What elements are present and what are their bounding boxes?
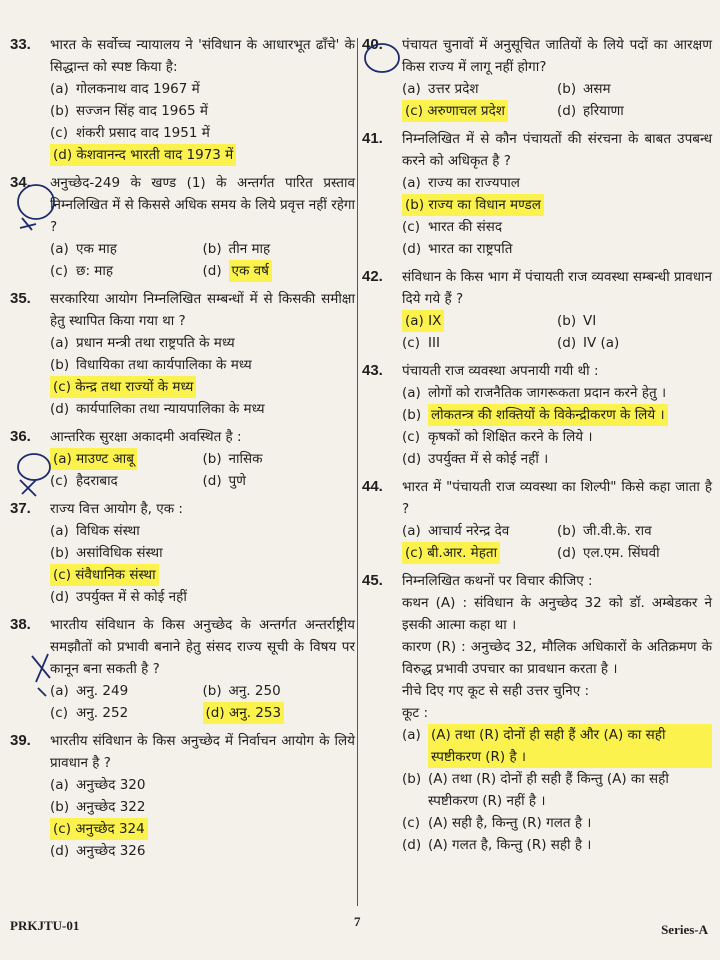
question-number: 33. [10,36,31,53]
option-a: (a) विधिक संस्था [50,523,140,539]
option-a: (a) आचार्य नरेन्द्र देव [402,523,510,539]
assertion: कथन (A) : संविधान के अनुच्छेद 32 को डॉ. अम्बेडकर ने इसकी आत्मा कहा था । [402,595,712,633]
question-text: पंचायती राज व्यवस्था अपनायी गयी थी : [402,363,599,379]
answer-highlight: (c) अनुच्छेद 324 [50,818,148,840]
instruction: नीचे दिए गए कूट से सही उत्तर चुनिए : [402,683,590,699]
option-a: (a) राज्य का राज्यपाल [402,175,520,191]
option-b: (b) असम [557,81,611,97]
question-number: 43. [362,362,383,379]
option-c [402,100,557,122]
question-number: 44. [362,478,383,495]
question-number: 36. [10,428,31,445]
code-label: कूट : [402,705,429,721]
option-c: (c) (A) सही है, किन्तु (R) गलत है । [402,815,592,831]
question-text: सरकारिया आयोग निम्नलिखित सम्बन्धों में से किसकी समीक्षा हेतु स्थापित किया गया था ? [50,291,355,329]
option-a: (a) गोलकनाथ वाद 1967 में [50,81,200,97]
option-d: (d) IV (a) [557,335,620,351]
question-33 [10,34,355,166]
option-d: (d) एक वर्ष [203,260,356,282]
option-b: (b) विधायिका तथा कार्यपालिका के मध्य [50,357,252,373]
option-d: (d) अनुच्छेद 326 [50,843,146,859]
question-text: भारत के सर्वोच्च न्यायालय ने 'संविधान के आधारभूत ढाँचे' के सिद्धान्त को स्पष्ट किया है: [50,37,355,75]
option-c [50,564,355,586]
paper-code: PRKJTU-01 [10,918,80,933]
option-d: (d) पुणे [202,473,246,489]
question-41 [362,128,712,260]
option-d: (d) उपर्युक्त में से कोई नहीं । [402,451,549,467]
answer-highlight: लोकतन्त्र की शक्तियों के विकेन्द्रीकरण के लिये । [428,404,668,426]
answer-highlight: (A) तथा (R) दोनों ही सही हैं और (A) का सही स्पष्टीकरण (R) है । [428,724,712,768]
question-number: 35. [10,290,31,307]
assertion-label: कथन (A) : [402,595,467,611]
option-c: (c) छ: माह [50,263,114,279]
question-number: 39. [10,732,31,749]
option-c: (c) अनु. 252 [50,705,129,721]
question-text: भारतीय संविधान के किस अनुच्छेद में निर्वाचन आयोग के लिये प्रावधान है ? [50,733,355,771]
question-text: भारतीय संविधान के किस अनुच्छेद के अन्तर्गत अन्तर्राष्ट्रीय समझौतों को प्रभावी बनाने हेतु संसद राज्य सूची के विषय पर कानून बना सकती है ? [50,617,355,677]
option-b: (b) VI [557,313,597,329]
question-number: 37. [10,500,31,517]
answer-highlight: (c) संवैधानिक संस्था [50,564,159,586]
option-a: (a) प्रधान मन्त्री तथा राष्ट्रपति के मध्य [50,335,235,351]
option-a [50,448,203,470]
question-34 [10,172,355,282]
option-c [50,376,355,398]
option-b: (b) (A) तथा (R) दोनों ही सही हैं किन्तु (A) का सही स्पष्टीकरण (R) नहीं है । [402,771,669,809]
option-c: (c) कृषकों को शिक्षित करने के लिये । [402,429,593,445]
question-38 [10,614,355,724]
answer-highlight: (d) केशवानन्द भारती वाद 1973 में [50,144,236,166]
question-45 [362,570,712,856]
page-number: 7 [354,914,361,929]
answer-highlight: (c) केन्द्र तथा राज्यों के मध्य [50,376,196,398]
question-text: राज्य वित्त आयोग है, एक : [50,501,183,517]
question-42 [362,266,712,354]
answer-highlight: (a) IX [402,310,444,332]
question-text: निम्नलिखित कथनों पर विचार कीजिए : [402,573,593,589]
question-number: 34. [10,174,31,191]
option-b: (b) असांविधिक संस्था [50,545,163,561]
question-39 [10,730,355,862]
reason: कारण (R) : अनुच्छेद 32, मौलिक अधिकारों के अतिक्रमण के विरुद्ध प्रभावी उपचार का प्रावधान करता है । [402,639,712,677]
question-number: 42. [362,268,383,285]
option-a: (a) लोगों को राजनैतिक जागरूकता प्रदान करने हेतु । [402,385,667,401]
option-d: (d) भारत का राष्ट्रपति [402,241,513,257]
option-a [402,310,557,332]
question-43 [362,360,712,470]
option-d: (d) (A) गलत है, किन्तु (R) सही है । [402,837,592,853]
question-text: अनुच्छेद-249 के खण्ड (1) के अन्तर्गत पारित प्रस्ताव निम्नलिखित में से किससे अधिक समय के लिये प्रवृत्त नहीं रहेगा ? [50,175,355,235]
left-column [10,34,355,868]
option-a: (a) अनुच्छेद 320 [50,777,146,793]
question-text: संविधान के किस भाग में पंचायती राज व्यवस्था सम्बन्धी प्रावधान दिये गये हैं ? [402,269,712,307]
question-number: 41. [362,130,383,147]
option-b: (b) तीन माह [202,241,271,257]
option-a: (a) उत्तर प्रदेश [402,81,479,97]
option-d: (d) कार्यपालिका तथा न्यायपालिका के मध्य [50,401,265,417]
question-text: आन्तरिक सुरक्षा अकादमी अवस्थित है : [50,429,242,445]
option-b: (b) नासिक [202,451,263,467]
question-37 [10,498,355,608]
option-b [402,194,712,216]
answer-highlight: (b) राज्य का विधान मण्डल [402,194,544,216]
question-number: 45. [362,572,383,589]
question-text: भारत में "पंचायती राज व्यवस्था का शिल्पी" किसे कहा जाता है ? [402,479,712,517]
option-c [50,818,355,840]
option-d [50,144,355,166]
option-c: (c) हैदराबाद [50,473,118,489]
question-text: निम्नलिखित में से कौन पंचायतों की संरचना के बाबत उपबन्ध करने को अधिकृत है ? [402,131,712,169]
answer-highlight: (c) अरुणाचल प्रदेश [402,100,508,122]
option-b: (b) सज्जन सिंह वाद 1965 में [50,103,208,119]
question-text: पंचायत चुनावों में अनुसूचित जातियों के लिये पदों का आरक्षण किस राज्य में लागू नहीं होगा? [402,37,712,75]
option-a: (a) अनु. 249 [50,683,129,699]
option-b: (b) अनुच्छेद 322 [50,799,146,815]
question-40 [362,34,712,122]
answer-highlight: (d) अनु. 253 [203,702,285,724]
column-divider [357,38,358,906]
option-a: (a) एक माह [50,241,117,257]
option-b: (b) अनु. 250 [202,683,281,699]
option-c: (c) शंकरी प्रसाद वाद 1951 में [50,125,210,141]
question-44 [362,476,712,564]
answer-highlight: (c) बी.आर. मेहता [402,542,500,564]
option-b: (b) जी.वी.के. राव [557,523,652,539]
option-c [402,542,557,564]
option-d: (d) हरियाणा [557,103,624,119]
option-c: (c) भारत की संसद [402,219,503,235]
question-number: 38. [10,616,31,633]
option-b: (b) लोकतन्त्र की शक्तियों के विकेन्द्रीकरण के लिये । [402,404,712,426]
option-a: (a) (A) तथा (R) दोनों ही सही हैं और (A) का सही स्पष्टीकरण (R) है । [402,724,712,768]
series-label: Series-A [661,922,708,937]
option-c: (c) III [402,335,440,351]
option-d [203,702,356,724]
option-d: (d) उपर्युक्त में से कोई नहीं [50,589,187,605]
question-number: 40. [362,36,383,53]
reason-label: कारण (R) : [402,639,466,655]
question-36 [10,426,355,492]
option-d: (d) एल.एम. सिंघवी [557,545,660,561]
question-35 [10,288,355,420]
answer-highlight: (a) माउण्ट आबू [50,448,137,470]
answer-highlight: एक वर्ष [229,260,272,282]
right-column [362,34,712,862]
